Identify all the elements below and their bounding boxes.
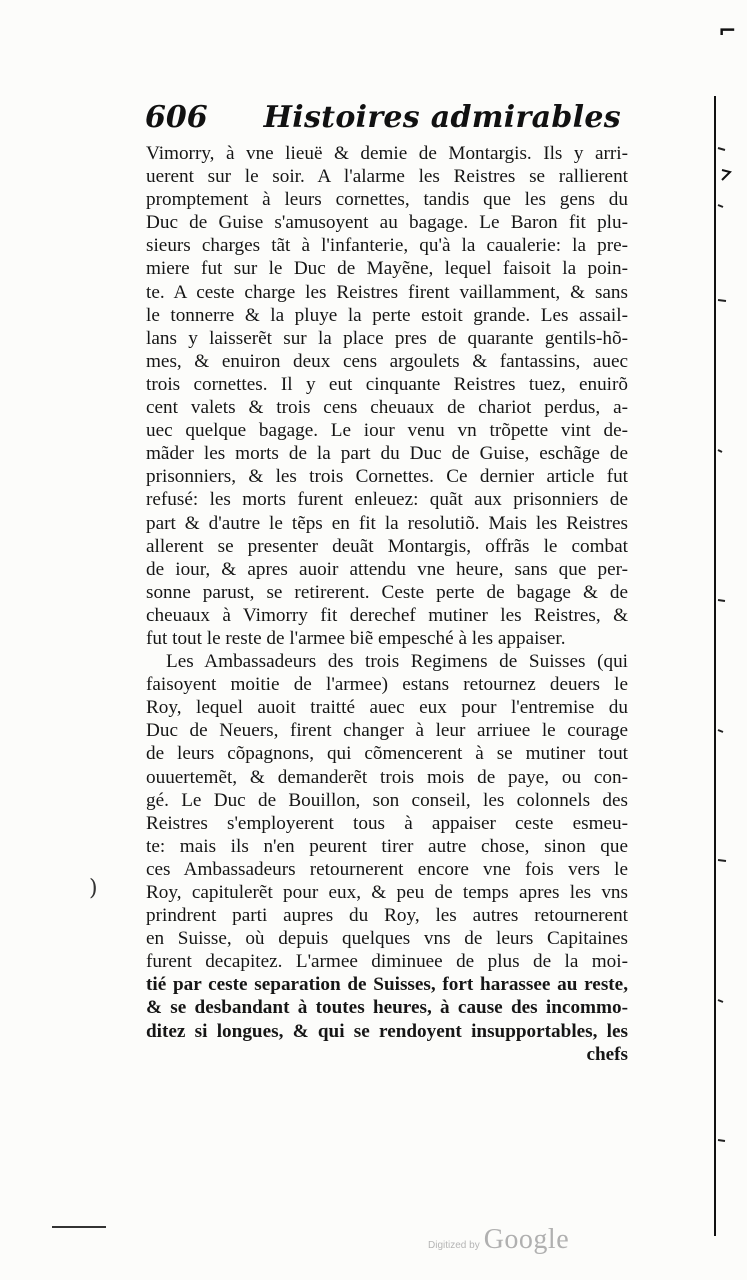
text-line: fut tout le reste de l'armee biẽ empesché à les appaiser. [146, 627, 566, 649]
body-text [146, 142, 628, 1066]
text-line: mãder les morts de la part du Duc de Guise, eschãge de [146, 443, 628, 465]
text-line: Vimorry, à vne lieuë & demie de Montargis. Ils y arri- [146, 143, 628, 164]
text-line: part & d'autre le tẽps en fit la resolutiõ. Mais les Reistres [146, 512, 628, 534]
digitized-by-google-watermark [428, 1224, 569, 1256]
page-corner-mark: ⌐ [718, 18, 737, 44]
text-line: te: mais ils n'en peurent tirer autre chose, sinon que [146, 835, 628, 857]
margin-mark: ) [89, 876, 98, 901]
text-line: lans y laisserẽt sur la place pres de quarante gentils-hõ- [146, 327, 628, 349]
text-line: te. A ceste charge les Reistres firent vaillamment, & sans [146, 281, 628, 303]
page-number: 606 [145, 100, 208, 135]
text-line: prisonniers, & les trois Cornettes. Ce dernier article fut [146, 466, 628, 488]
text-line: faisoyent moitie de l'armee) estans retournez deuers le [146, 674, 628, 696]
text-line: ces Ambassadeurs retournerent encore vne fois vers le [146, 858, 628, 880]
text-line: & se desbandant à toutes heures, à cause des incommo- [146, 997, 628, 1019]
text-line: sonne parust, se retirerent. Ceste perte de bagage & de [146, 581, 628, 603]
text-line: refusé: les morts furent enleuez: quãt aux prisonniers de [146, 489, 628, 511]
text-line: miere fut sur le Duc de Mayẽne, lequel faisoit la poin- [146, 258, 628, 280]
google-logo-text: Google [483, 1224, 570, 1255]
digitized-label: Digitized by [428, 1240, 480, 1251]
text-line: tié par ceste separation de Suisses, fort harassee au reste, [146, 974, 628, 996]
text-line: ditez si longues, & qui se rendoyent insupportables, les [146, 1020, 628, 1042]
text-line: uerent sur le soir. A l'alarme les Reistres se rallierent [146, 166, 628, 188]
running-title: Histoires admirables [263, 100, 621, 135]
text-line: mes, & enuiron deux cens argoulets & fantassins, auec [146, 350, 628, 372]
text-line: allerent se presenter deuãt Montargis, offrãs le combat [146, 535, 628, 557]
text-line: Duc de Guise s'amusoyent au bagage. Le Baron fit plu- [146, 212, 628, 234]
text-line: cent valets & trois cens cheuaux de chariot perdus, a- [146, 397, 628, 419]
text-line: uec quelque bagage. Le iour venu vn trõpette vint de- [146, 420, 628, 442]
text-line: Duc de Neuers, firent changer à leur arriuee le courage [146, 720, 628, 742]
text-line: sieurs charges tãt à l'infanterie, qu'à la caualerie: la pre- [146, 235, 628, 257]
footer-rule [52, 1226, 106, 1228]
text-line: Reistres s'employerent tous à appaiser ceste esmeu- [146, 812, 628, 834]
text-line: de leurs cõpagnons, qui cõmencerent à se mutiner tout [146, 743, 628, 765]
text-line: Roy, lequel auoit traitté auec eux pour l'entremise du [146, 697, 628, 719]
text-line: le tonnerre & la pluye la perte estoit grande. Les assail- [146, 304, 628, 326]
text-line: prindrent parti aupres du Roy, les autres retournerent [146, 905, 628, 927]
text-line: de iour, & apres auoir attendu vne heure, sans que per- [146, 558, 628, 580]
text-line: cheuaux à Vimorry fit derechef mutiner les Reistres, & [146, 604, 628, 626]
catchword: chefs [586, 1043, 628, 1065]
page-header [145, 100, 665, 140]
text-line: ouuertemẽt, & demanderẽt trois mois de paye, ou con- [146, 766, 628, 788]
text-line: gé. Le Duc de Bouillon, son conseil, les colonnels des [146, 789, 628, 811]
page-edge-ticks [716, 40, 740, 1250]
text-line: trois cornettes. Il y eut cinquante Reistres tuez, enuirõ [146, 373, 628, 395]
text-line: Roy, capitulerẽt pour eux, & peu de temps apres les vns [146, 882, 628, 903]
text-line: en Suisse, où depuis quelques vns de leurs Capitaines [146, 928, 628, 950]
text-line: Les Ambassadeurs des trois Regimens de Suisses (qui [166, 651, 628, 673]
text-line: furent decapitez. L'armee diminuee de plus de la moi- [146, 951, 628, 973]
text-line: promptement à leurs cornettes, tandis que les gens du [146, 189, 628, 211]
